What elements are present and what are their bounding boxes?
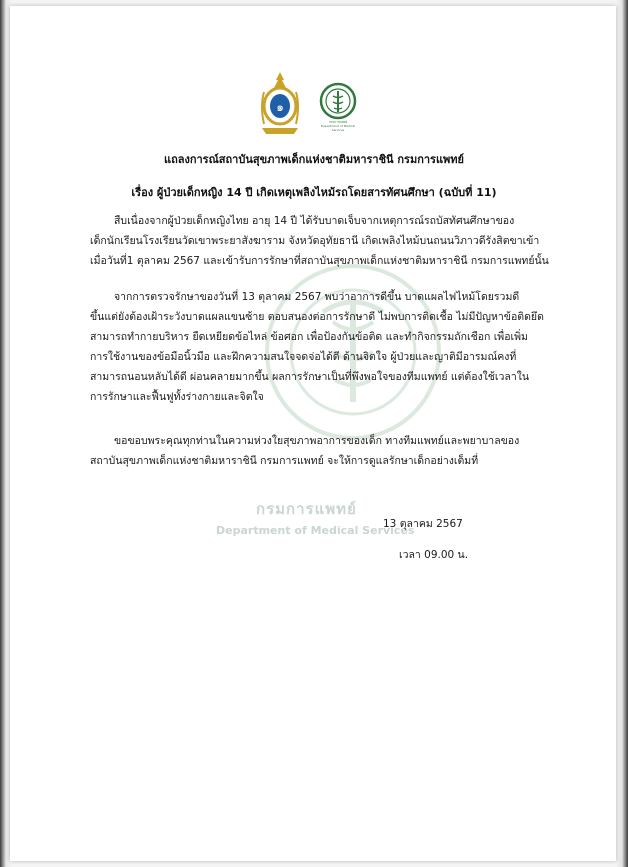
- paragraph-line: การรักษาและฟื้นฟูทั้งร่างกายและจิตใจ: [90, 391, 264, 403]
- paragraph-line: สามารถนอนหลับได้ดี ผ่อนคลายมากขึ้น ผลการรักษาเป็นที่พึงพอใจของทีมแพทย์ แต่ต้องใช้เวลาใน: [90, 371, 530, 383]
- paragraph-1: [90, 211, 560, 271]
- royal-emblem-icon: [256, 70, 304, 136]
- paragraph-2: [90, 287, 560, 407]
- dms-logo-icon: [318, 82, 358, 120]
- stamp-english-text: Department of Medical Services: [216, 524, 415, 537]
- paragraph-line: สถาบันสุขภาพเด็กแห่งชาติมหาราชินี กรมการแพทย์ จะให้การดูแลรักษาเด็กอย่างเต็มที่: [90, 455, 479, 467]
- paragraph-line: สามารถทำกายบริหาร ยืดเหยียดข้อไหล่ ข้อศอก เพื่อป้องกันข้อติด และทำกิจกรรมถักเชือก เพื่อเพิ่ม: [90, 331, 528, 343]
- paragraph-3: [90, 431, 560, 471]
- paragraph-line: ขึ้นแต่ยังต้องเฝ้าระวังบาดแผลแขนซ้าย ตอบสนองต่อการรักษาดี ไม่พบการติดเชื้อ ไม่มีปัญหาข้อติดยึด: [90, 311, 544, 323]
- paragraph-line: จากการตรวจรักษาของวันที่ 13 ตุลาคม 2567 พบว่าอาการดีขึ้น บาดแผลไฟไหม้โดยรวมดี: [114, 291, 520, 303]
- paragraph-line: สืบเนื่องจากผู้ป่วยเด็กหญิงไทย อายุ 14 ปี ได้รับบาดเจ็บจากเหตุการณ์รถบัสทัศนศึกษาของ: [114, 215, 515, 227]
- release-time: เวลา 09.00 น.: [399, 549, 469, 561]
- header-logos: [256, 70, 376, 140]
- dms-logo-caption-english: Department of Medical Services: [320, 124, 356, 132]
- release-date: 13 ตุลาคม 2567: [383, 518, 463, 530]
- paragraph-line: เมื่อวันที่1 ตุลาคม 2567 และเข้ารับการรักษาที่สถาบันสุขภาพเด็กแห่งชาติมหาราชินี กรมการแพทย์นั้น: [90, 255, 549, 267]
- stamp-thai-text: กรมการแพทย์: [256, 500, 357, 518]
- document-heading: แถลงการณ์สถาบันสุขภาพเด็กแห่งชาติมหาราชินี กรมการแพทย์: [163, 153, 465, 166]
- dms-logo-caption: [318, 120, 358, 132]
- svg-text:๑: ๑: [276, 100, 284, 114]
- paragraph-line: การใช้งานของข้อมือนิ้วมือ และฝึกความสนใจจดจ่อได้ดี ด้านจิตใจ ผู้ป่วยและญาติมีอารมณ์คงที่: [90, 351, 517, 363]
- paragraph-line: เด็กนักเรียนโรงเรียนวัดเขาพระยาสังฆาราม จังหวัดอุทัยธานี เกิดเพลิงไหม้บนถนนวิภาวดีรังสิตขาเข้า: [90, 235, 540, 247]
- dms-logo-caption-thai: กรมการแพทย์: [328, 120, 348, 124]
- paragraph-line: ขอขอบพระคุณทุกท่านในความห่วงใยสุขภาพอาการของเด็ก ทางทีมแพทย์และพยาบาลของ: [114, 435, 520, 447]
- document-subject: เรื่อง ผู้ป่วยเด็กหญิง 14 ปี เกิดเหตุเพลิงไหม้รถโดยสารทัศนศึกษา (ฉบับที่ 11): [131, 186, 497, 199]
